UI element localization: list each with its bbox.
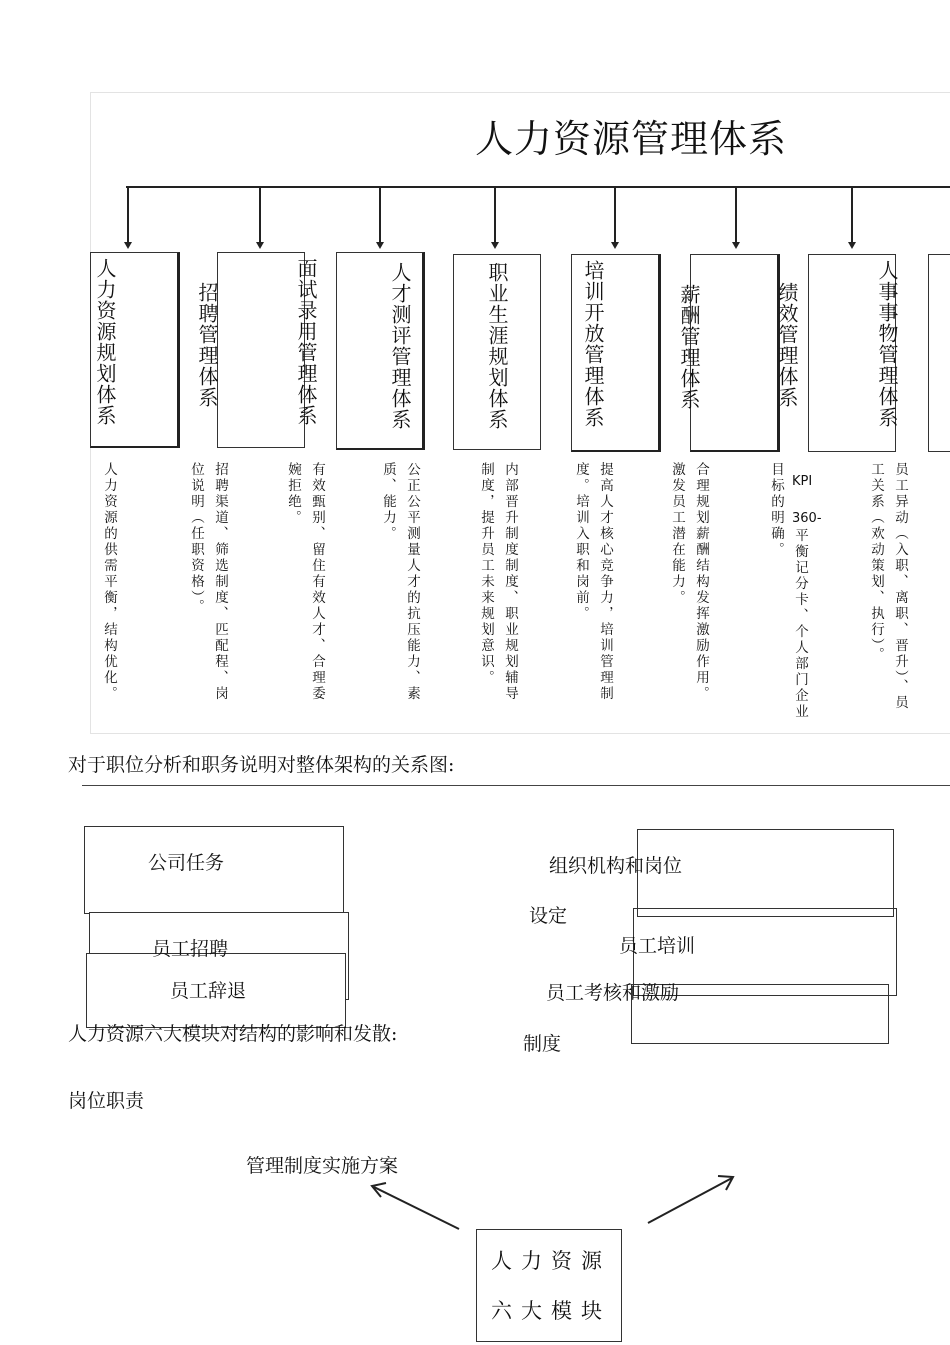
module-desc: 招聘渠道、筛选制度、匹配程、岗 — [212, 462, 228, 702]
module-title: 绩效管理体系 — [775, 282, 799, 408]
module-desc: 目标的明确。 — [768, 462, 784, 558]
module-title: 人力资源规划体系 — [93, 258, 117, 426]
module-title: 人事事物管理体系 — [875, 260, 899, 428]
six-modules-line2: 六大模块 — [491, 1299, 611, 1323]
module-desc: 位说明（任职资格）。 — [188, 462, 204, 616]
module-desc: 有效甄别、留住有效人才、合理委 — [309, 462, 325, 702]
module-box-6 — [690, 254, 780, 452]
arrow-down-icon — [848, 242, 856, 249]
module-desc: 平衡记分卡、个人部门企业 — [792, 528, 808, 720]
module-desc: 工关系（欢动策划、执行）。 — [868, 462, 884, 664]
section1-heading: 对于职位分析和职务说明对整体架构的关系图: — [68, 754, 455, 776]
mgmt-plan-label: 管理制度实施方案 — [246, 1155, 399, 1177]
module-title: 面试录用管理体系 — [294, 258, 318, 426]
org-label-line2: 设定 — [529, 905, 568, 927]
connector-2 — [259, 186, 261, 242]
six-modules-line1: 人力资源 — [491, 1249, 611, 1273]
module-desc: 员工异动（入职、离职、晋升）、员 — [892, 462, 908, 712]
recruit-label: 员工招聘 — [152, 938, 229, 960]
module-desc: 内部晋升制度制度、职业规划辅导 — [502, 462, 518, 702]
module-title: 人才测评管理体系 — [388, 262, 412, 430]
module-desc: 制度，提升员工未来规划意识。 — [478, 462, 494, 686]
module-box-8 — [928, 254, 950, 452]
module-desc: 度。培训入职和岗前。 — [573, 462, 589, 622]
module-desc: 提高人才核心竞争力，培训管理制 — [597, 462, 613, 702]
module-box-2 — [217, 252, 305, 448]
connector-4 — [494, 186, 496, 242]
module-desc-latin: KPI — [792, 474, 813, 489]
arrow-down-icon — [124, 242, 132, 249]
org-label-line1: 组织机构和岗位 — [549, 855, 683, 877]
module-desc: 激发员工潜在能力。 — [669, 462, 685, 606]
arrow-down-icon — [376, 242, 384, 249]
section2-heading: 人力资源六大模块对结构的影响和发散: — [68, 1023, 398, 1045]
module-desc: 人力资源的供需平衡，结构优化。 — [101, 462, 117, 702]
assess-label-line2: 制度 — [523, 1033, 562, 1055]
module-title: 培训开放管理体系 — [581, 260, 605, 428]
job-duty-label: 岗位职责 — [68, 1090, 145, 1112]
org-chart-title: 人力资源管理体系 — [475, 117, 788, 161]
module-desc: 婉拒绝。 — [285, 462, 301, 526]
connector-5 — [614, 186, 616, 242]
arrow-down-icon — [611, 242, 619, 249]
module-title: 薪酬管理体系 — [677, 284, 701, 410]
assess-label-line1: 员工考核和激励 — [546, 982, 680, 1004]
connector-1 — [127, 186, 129, 242]
connector-7 — [851, 186, 853, 242]
connector-6 — [735, 186, 737, 242]
arrow-down-icon — [732, 242, 740, 249]
connector-horizontal — [126, 186, 950, 188]
module-desc: 合理规划薪酬结构发挥激励作用。 — [693, 462, 709, 702]
arrow-right-line — [648, 1178, 732, 1223]
module-desc: 公正公平测量人才的抗压能力、素 — [404, 462, 420, 702]
company-task-label: 公司任务 — [148, 852, 225, 874]
training-label: 员工培训 — [619, 935, 696, 957]
arrow-left-line — [374, 1187, 459, 1229]
divider — [82, 785, 950, 786]
module-title: 职业生涯规划体系 — [485, 262, 509, 430]
dismiss-label: 员工辞退 — [170, 980, 247, 1002]
arrow-down-icon — [491, 242, 499, 249]
module-title: 招聘管理体系 — [195, 282, 219, 408]
module-desc-latin: 360- — [792, 511, 822, 526]
connector-3 — [379, 186, 381, 242]
module-desc: 质、能力。 — [380, 462, 396, 542]
arrow-down-icon — [256, 242, 264, 249]
